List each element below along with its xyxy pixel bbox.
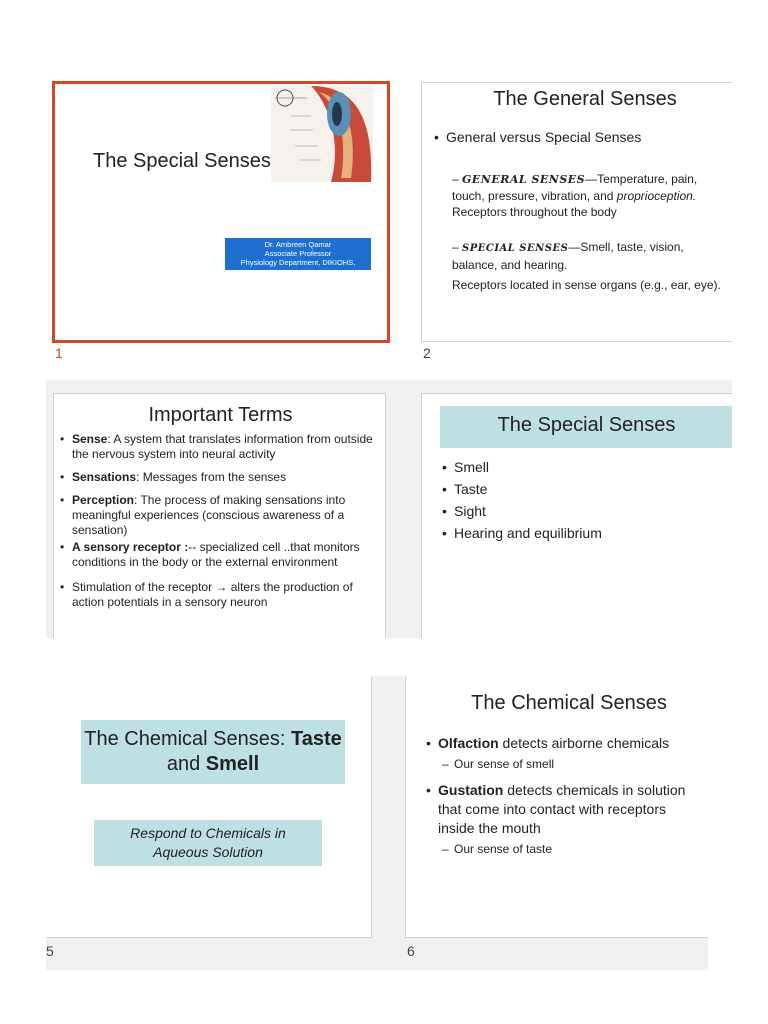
- author-box: [225, 238, 371, 270]
- list-item: • Sight: [442, 500, 722, 522]
- term-item: • Sense: A system that translates information from outside the nervous system into neural activity: [60, 432, 380, 462]
- proprioception-text: proprioception.: [616, 189, 697, 203]
- slide-number-5: 5: [46, 943, 54, 959]
- slide-title: The Chemical Senses: [471, 692, 667, 714]
- eye-anatomy-image: [271, 86, 373, 182]
- slide-thumbnail-3[interactable]: [53, 393, 386, 638]
- slide-title: The Special Senses: [93, 150, 271, 172]
- term-item: • Perception: The process of making sensations into meaningful experiences (conscious awareness of a sensation): [60, 493, 380, 538]
- dash-icon: –: [452, 172, 463, 186]
- subtitle-box: [94, 820, 322, 866]
- sub-list-item: – Our sense of taste: [442, 841, 702, 857]
- special-senses-block: [452, 239, 727, 293]
- author-department: Physiology Department, DIKIOHS,: [240, 258, 356, 267]
- term-item: • Sensations: Messages from the senses: [60, 470, 380, 485]
- general-senses-text: —Temperature, pain, touch, pressure, vibration, and: [452, 172, 698, 203]
- slide-thumbnail-2[interactable]: [421, 82, 732, 342]
- term-item: • Stimulation of the receptor → alters the production of action potentials in a sensory neuron: [60, 580, 380, 610]
- author-name: Dr. Ambreen Qamar: [264, 240, 332, 249]
- special-senses-text: —Smell, taste, vision, balance, and hearing.: [452, 240, 684, 272]
- list-item: • Smell: [442, 456, 722, 478]
- title-box: [440, 406, 732, 448]
- sub-list-item: – Our sense of smell: [442, 756, 702, 772]
- slide-thumbnail-6[interactable]: [405, 676, 708, 938]
- list-item: • Gustation detects chemicals in solution that come into contact with receptors inside the mouth: [426, 781, 706, 838]
- slide-thumbnail-4[interactable]: [421, 393, 732, 638]
- general-receptors-text: Receptors throughout the body: [452, 205, 617, 219]
- slide-title: Important Terms: [148, 404, 293, 426]
- general-senses-label: GENERAL SENSES: [462, 173, 586, 186]
- slide-title-taste: Taste: [291, 728, 342, 750]
- slide-number-2: 2: [423, 345, 431, 361]
- slide-thumbnail-1[interactable]: [52, 81, 390, 343]
- general-senses-block: [452, 171, 727, 220]
- dash-icon: –: [452, 240, 463, 254]
- list-item: • Taste: [442, 478, 722, 500]
- slide-thumbnail-5[interactable]: [46, 676, 372, 938]
- list-item: • Hearing and equilibrium: [442, 522, 722, 544]
- slide-title: The General Senses: [493, 88, 677, 110]
- special-receptors-text: Receptors located in sense organs (e.g., ear, eye).: [452, 278, 721, 292]
- slide-title-smell: Smell: [205, 753, 260, 775]
- slide-title-part: The Chemical Senses:: [84, 728, 291, 750]
- author-position: Associate Professor: [264, 249, 332, 258]
- slide-number-1: 1: [55, 345, 63, 361]
- title-box: [81, 720, 345, 784]
- list-item: • Olfaction detects airborne chemicals: [426, 734, 706, 753]
- term-item: • A sensory receptor :-- specialized cell ..that monitors conditions in the body or the external environment: [60, 540, 380, 570]
- special-senses-label: SPECIAL SENSES: [462, 243, 569, 254]
- slide-subtitle: Respond to Chemicals in Aqueous Solution: [130, 825, 286, 860]
- slide-title-part: and: [166, 753, 206, 775]
- slide-title: The Special Senses: [497, 414, 676, 436]
- slide-number-6: 6: [407, 943, 415, 959]
- bullet-general-vs-special: • General versus Special Senses: [434, 129, 724, 145]
